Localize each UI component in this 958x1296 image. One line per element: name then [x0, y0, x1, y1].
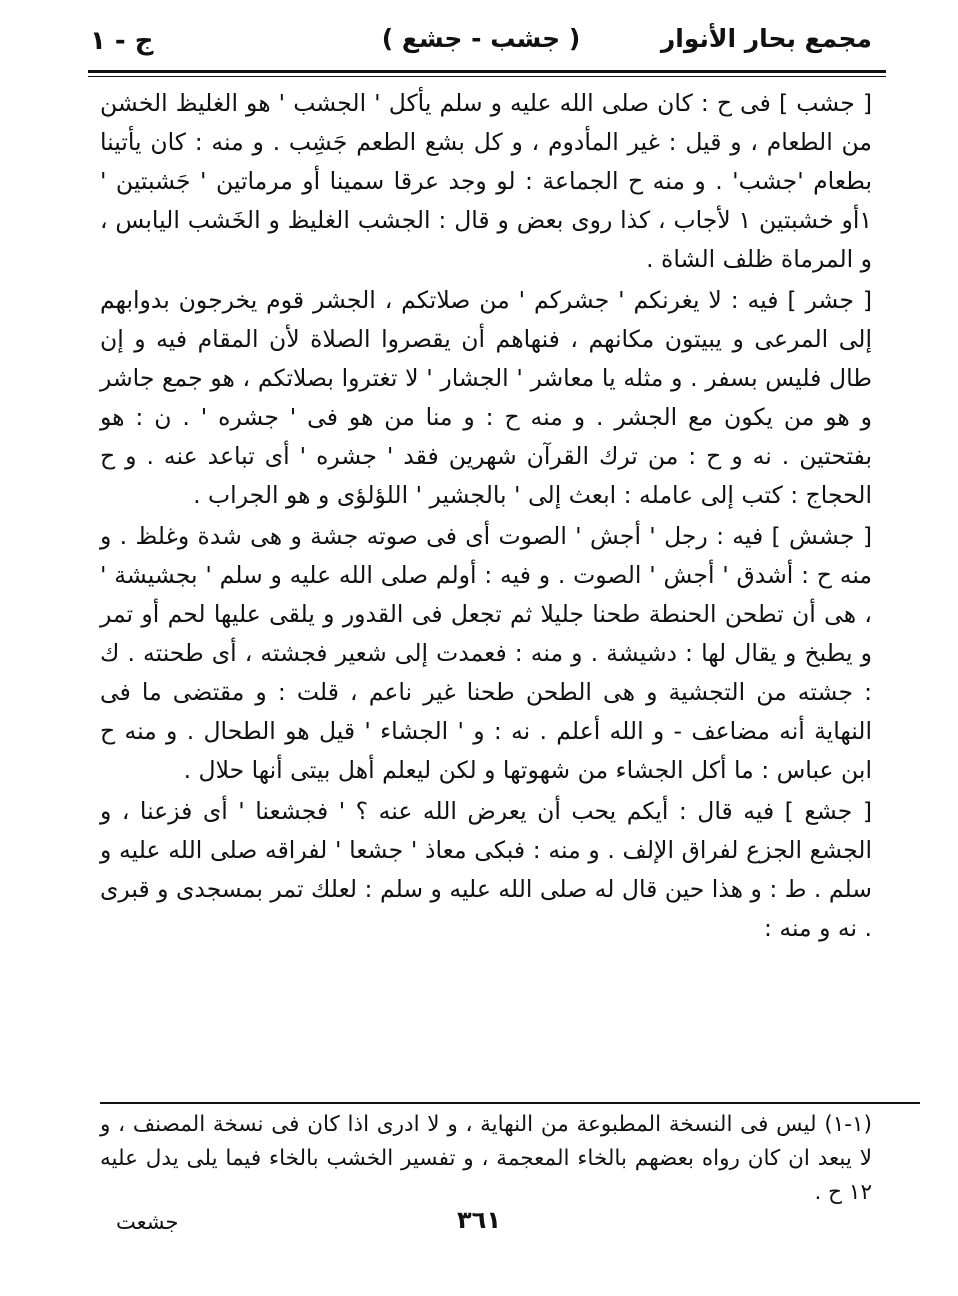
entry-jashash: [ جشش ] فيه : رجل ' أجش ' الصوت أى فى صوته جشة و هى شدة وغلظ . و منه ح : أشدق ' أجش ' الصوت . و فيه : أولم صلى الله عليه و سلم ' بجشيشة ' ، هى أن تطحن الحنطة طحنا جليلا ثم تجعل فى القدور و يلقى عليها لحم أو تمر و يطبخ و يقال لها : دشيشة . و منه : فعمدت إلى شعير فجشته ، أى طحنته . ك : جشته من التجشية و هى الطحن طحنا غير ناعم ، قلت : و مقتضى ما فى النهاية أنه مضاعف - و الله أعلم . نه : و ' الجشاء ' قيل هو الطحال . و منه ح ابن عباس : ما أكل الجشاء من شهوتها و لكن ليعلم أهل بيتى أنها حلال .: [100, 522, 872, 784]
footnote-rule: [100, 1102, 920, 1104]
page-number: ٣٦١: [457, 1206, 501, 1234]
entry-jasha: [ جشع ] فيه قال : أيكم يحب أن يعرض الله عنه ؟ ' فجشعنا ' أى فزعنا ، و الجشع الجزع لفراق الإلف . و منه : فبكى معاذ ' جشعا ' لفراقه صلى الله عليه و سلم . ط : و هذا حين قال له صلى الله عليه و سلم : لعلك تمر بمسجدى و قبرى . نه و منه :: [100, 797, 872, 942]
footnote: [100, 1108, 872, 1210]
entry-jashab: [ جشب ] فى ح : كان صلى الله عليه و سلم يأكل ' الجشب ' هو الغليظ الخشن من الطعام ، و قيل : غير المأدوم ، و كل بشع الطعم جَشِب . و منه : كان يأتينا بطعام 'جشب' . و منه ح الجماعة : لو وجد عرقا سمينا أو مرماتين ' جَشبتين ' ١أو خشبتين ١ لأجاب ، كذا روى بعض و قال : الجشب الغليظ و الخَشب اليابس ، و المرماة ظلف الشاة .: [100, 89, 872, 273]
main-text: [100, 84, 872, 950]
volume-label: ج - ١: [90, 26, 154, 56]
entry-jashar: [ جشر ] فيه : لا يغرنكم ' جشركم ' من صلاتكم ، الجشر قوم يخرجون بدوابهم إلى المرعى و يبيتون مكانهم ، فنهاهم أن يقصروا الصلاة لأن المقام فيه و إن طال فليس بسفر . و مثله يا معاشر ' الجشار ' لا تغتروا بصلاتكم ، هو جمع جاشر و هو من يكون مع الجشر . و منه ح : و منا من هو فى ' جشره ' . ن : هو بفتحتين . نه و ح : من ترك القرآن شهرين فقد ' جشره ' أى تباعد عنه . و ح الحجاج : كتب إلى عامله : ابعث إلى ' بالجشير ' اللؤلؤى و هو الجراب .: [100, 286, 872, 509]
book-title: مجمع بحار الأنوار: [660, 24, 872, 53]
entry-range: ( جشب - جشع ): [381, 24, 581, 53]
catchword: جشعت: [116, 1210, 179, 1234]
header-rule-thin: [88, 76, 886, 77]
header-rule: [88, 70, 886, 73]
footnote-text: (١-١) ليس فى النسخة المطبوعة من النهاية ، و لا ادرى اذا كان فى نسخة المصنف ، و لا يبعد ان كان رواه بعضهم بالخاء المعجمة ، و تفسير الخشب بالخاء فيما يلى يدل عليه ١٢ ح .: [100, 1112, 872, 1205]
running-header: [90, 18, 872, 58]
